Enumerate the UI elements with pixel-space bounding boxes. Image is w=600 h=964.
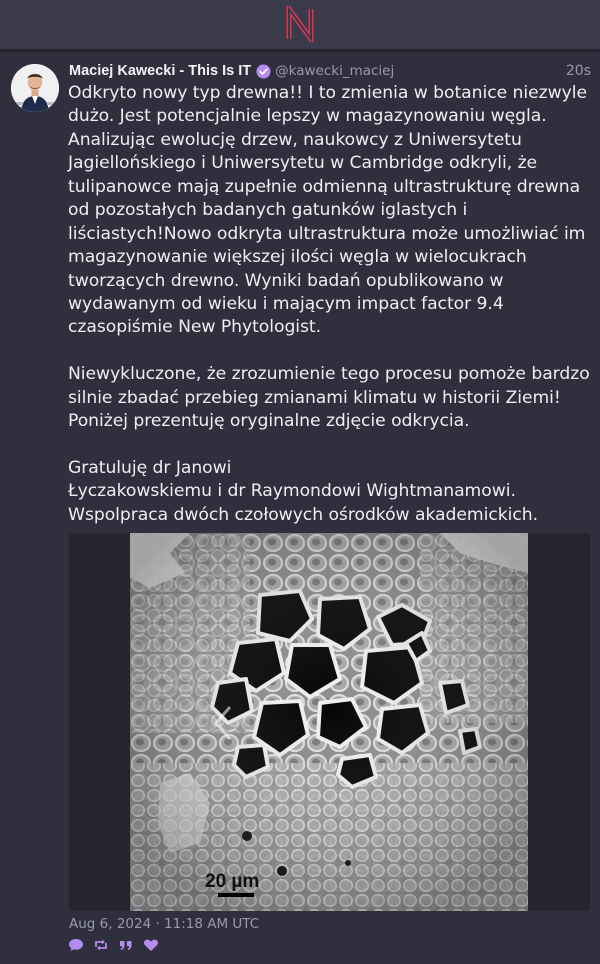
post-text-line: Odkryto nowy typ drewna!! I to zmienia w botanice niezwyle [68,83,587,103]
post-time[interactable]: 20s [565,63,591,79]
microscope-image[interactable] [130,533,528,911]
post-date[interactable]: Aug 6, 2024 · 11:18 AM UTC [69,916,260,932]
post-text-line: tworzących drewno. Wyniki badań opublikowano w [68,270,504,291]
top-bar [0,0,600,50]
app-logo-icon[interactable] [285,6,315,42]
post-text-line: od pozostałych badanych gatunków iglastych i [68,200,468,221]
like-icon[interactable] [143,938,159,952]
post-text-line: liściastych!Nowo odkryta ultrastruktura może umożliwiać im [68,223,586,244]
post-text-line: Analizując ewolucję drzew, naukowcy z Uniwersytetu [68,129,522,150]
post-text-line: czasopiśmie New Phytologist. [68,317,322,338]
post-text-line: dużo. Jest potencjalnie lepszy w magazynowaniu węgla. [68,106,547,127]
scale-bar [218,893,254,897]
post-text-line: magazynowanie większej ilości węgla w wielocukrach [68,247,527,268]
post-text-line: wydawanym od wieku i mającym impact factor 9.4 [68,293,504,314]
post-text-line: Jagiellońskiego i Uniwersytetu w Cambridge odkryli, że [68,153,538,174]
post-text-line: tulipanowce mają zupełnie odmienną ultrastrukturę drewna [68,176,581,197]
author-name[interactable]: Maciej Kawecki - This Is IT [69,63,252,79]
post-text-line: Poniżej prezentuję oryginalne zdjęcie odkrycia. [68,411,470,432]
repost-icon[interactable] [93,938,109,952]
post [0,52,600,964]
post-text-line: Gratuluję dr Janowi [68,458,232,478]
post-content [68,82,596,527]
verified-badge-icon [256,64,271,79]
post-text-line: Wspolpraca dwóch czołowych ośrodków akademickich. [68,504,539,525]
previous-image-icon[interactable] [208,703,238,743]
quote-icon[interactable] [118,938,134,952]
avatar[interactable] [11,64,59,112]
post-actions [68,938,159,952]
scale-label: 20 µm [205,871,260,892]
author-handle[interactable]: @kawecki_maciej [275,63,395,79]
post-header [69,60,591,82]
reply-icon[interactable] [68,938,84,952]
post-text-line: Niewykluczone, że zrozumienie tego procesu pomoże bardzo [68,364,590,385]
post-media[interactable] [69,533,590,911]
post-text-line: silnie zbadać przebieg zmianami klimatu w historii Ziemi! [68,387,561,408]
post-text-line: Łyczakowskiemu i dr Raymondowi Wightmanamowi. [68,481,516,502]
